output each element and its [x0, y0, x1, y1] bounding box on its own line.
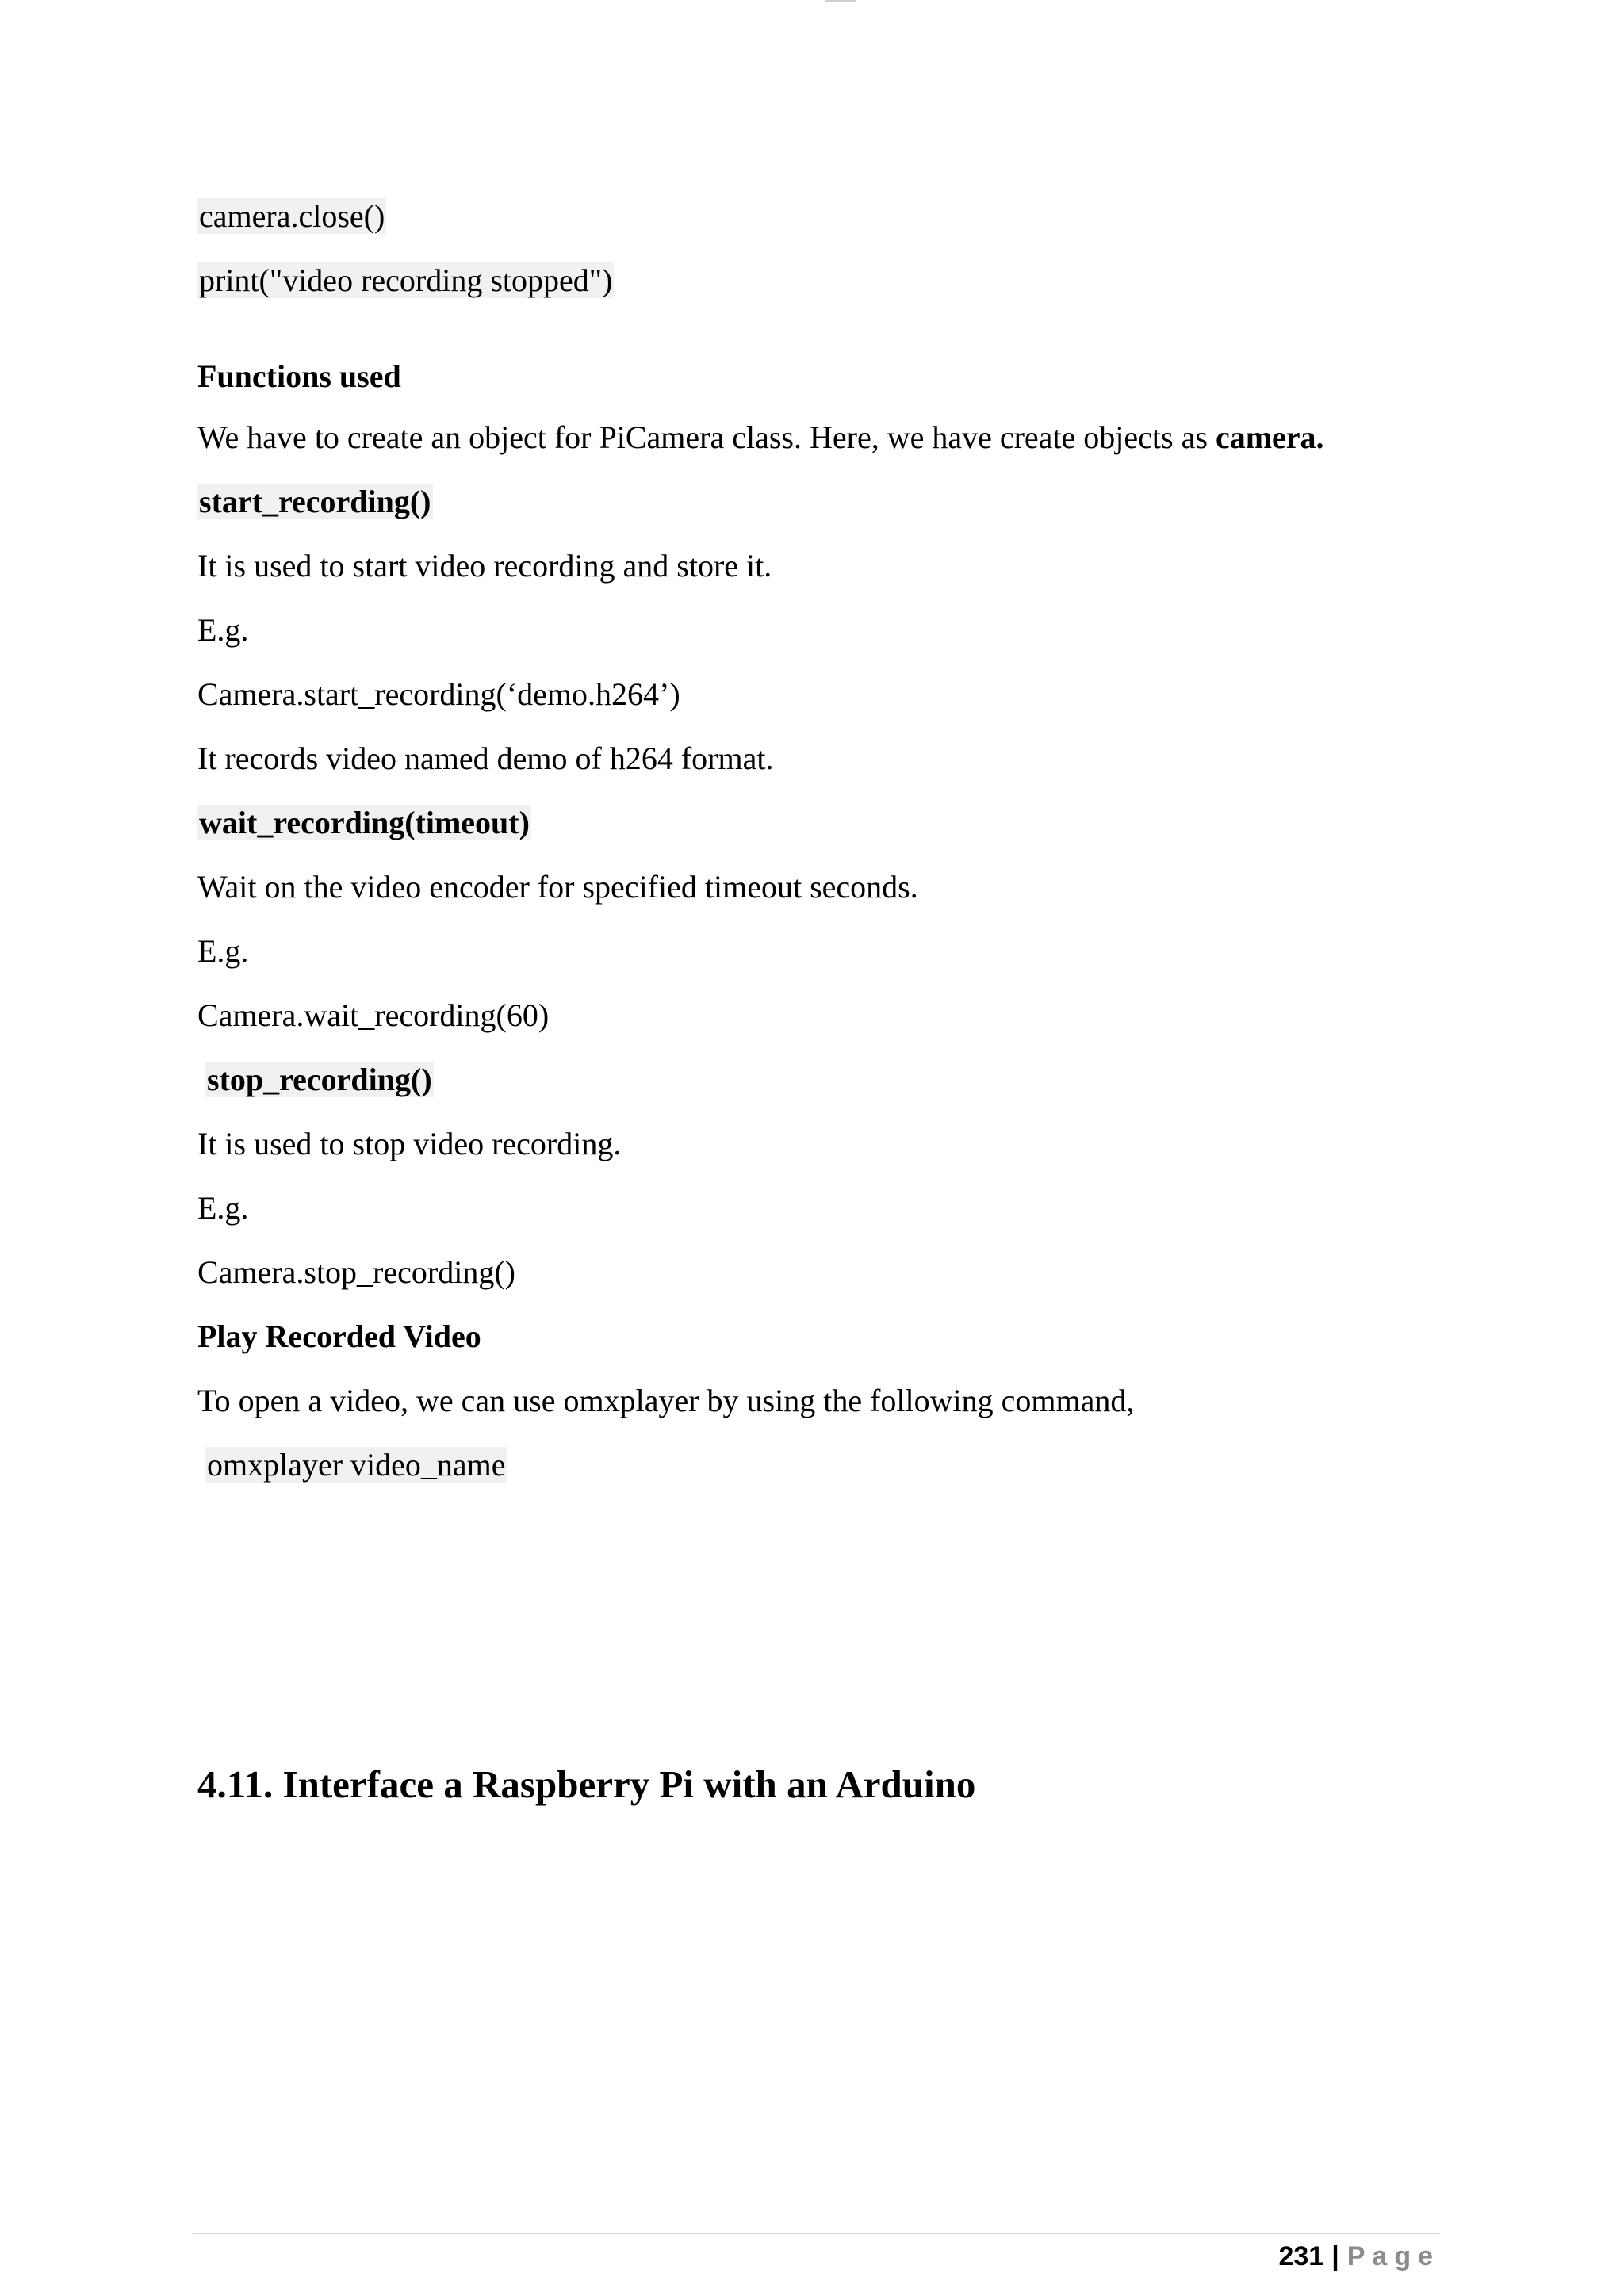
wait-recording-desc: Wait on the video encoder for specified timeout seconds.: [197, 869, 918, 905]
code-line-print-stopped: [197, 262, 614, 300]
functions-intro-text: We have to create an object for PiCamera class. Here, we have create objects as: [197, 419, 1216, 455]
page-word: Page: [1346, 2241, 1440, 2271]
top-edge-mark: [825, 0, 856, 2]
omxplayer-command: omxplayer video_name: [207, 1447, 506, 1483]
start-recording-note: It records video named demo of h264 format.: [197, 740, 774, 776]
function-name-wait-recording: [197, 804, 531, 842]
functions-intro: [197, 419, 1324, 457]
code-print-stopped: print("video recording stopped"): [199, 262, 613, 298]
footer-divider: [193, 2233, 1440, 2234]
play-video-text: To open a video, we can use omxplayer by using the following command,: [197, 1383, 1135, 1418]
play-recorded-video-heading: Play Recorded Video: [197, 1318, 481, 1354]
start-recording-eg: E.g.: [197, 612, 249, 648]
stop-recording-example: Camera.stop_recording(): [197, 1254, 515, 1290]
wait-recording-label: wait_recording(timeout): [199, 805, 530, 840]
wait-recording-eg: E.g.: [197, 933, 249, 969]
start-recording-desc: It is used to start video recording and store it.: [197, 548, 772, 584]
function-name-start-recording: [197, 483, 433, 521]
function-name-stop-recording: [205, 1061, 434, 1099]
stop-recording-label: stop_recording(): [207, 1062, 432, 1097]
play-video-command-line: [205, 1446, 508, 1484]
wait-recording-example: Camera.wait_recording(60): [197, 997, 550, 1033]
stop-recording-eg: E.g.: [197, 1190, 249, 1226]
stop-recording-desc: It is used to stop video recording.: [197, 1126, 622, 1161]
functions-heading: Functions used: [197, 358, 401, 394]
start-recording-example: Camera.start_recording(‘demo.h264’): [197, 676, 680, 712]
code-camera-close: camera.close(): [199, 198, 385, 234]
section-heading-4-11: 4.11. Interface a Raspberry Pi with an Arduino: [197, 1762, 976, 1806]
page-footer: [1278, 2239, 1440, 2274]
start-recording-label: start_recording(): [199, 484, 431, 519]
page-number: 231: [1278, 2241, 1324, 2271]
functions-intro-object: camera.: [1215, 419, 1324, 455]
page-separator: |: [1331, 2241, 1339, 2271]
code-line-camera-close: [197, 197, 386, 235]
